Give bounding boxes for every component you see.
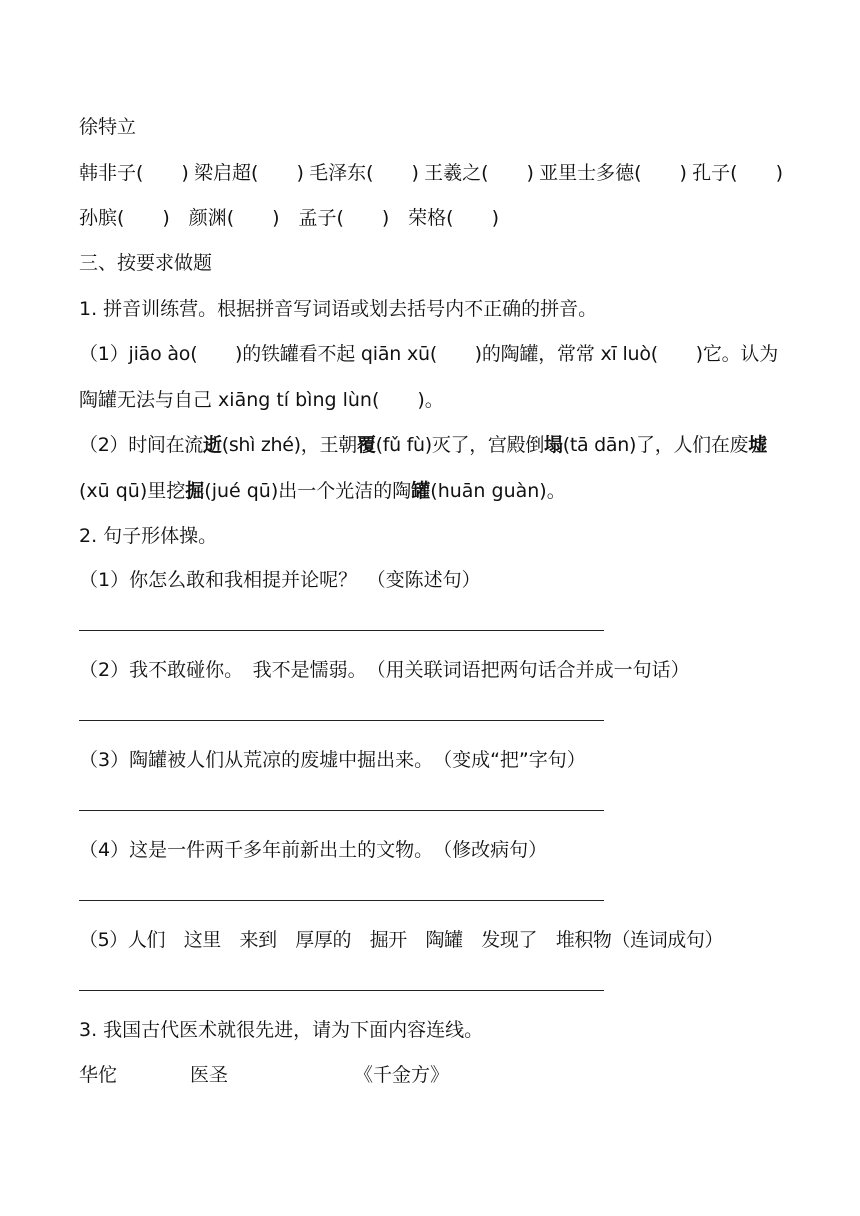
text-segment: (shì zhé)，王朝 <box>221 434 357 456</box>
answer-line[interactable] <box>79 720 604 721</box>
name-blank: 王羲之( ) <box>424 162 534 184</box>
text-segment: (tā dān)了，人们在废 <box>562 434 749 456</box>
bold-char: 掘 <box>185 480 205 502</box>
answer-line[interactable] <box>79 900 604 901</box>
names-row-1 <box>79 160 783 186</box>
question-1-title: 1. 拼音训练营。根据拼音写词语或划去括号内不正确的拼音。 <box>79 298 598 320</box>
name-blank: 孙膑( ) <box>79 207 170 229</box>
bold-char: 墟 <box>748 434 767 456</box>
bold-char: 塌 <box>544 434 563 456</box>
match-book[interactable]: 《千金方》 <box>354 1064 450 1086</box>
answer-line[interactable] <box>79 630 604 631</box>
answer-line[interactable] <box>79 810 604 811</box>
match-person[interactable]: 华佗 <box>79 1064 118 1086</box>
name-blank: 毛泽东( ) <box>309 162 419 184</box>
names-row-2 <box>79 205 499 231</box>
question-1-2-line-a <box>79 432 783 458</box>
question-2-3: （3）陶罐被人们从荒凉的废墟中掘出来。 （变成“把”字句） <box>79 749 586 771</box>
answer-line[interactable] <box>79 990 604 991</box>
name-blank: 荣格( ) <box>408 207 499 229</box>
bold-char: 覆 <box>356 434 376 456</box>
question-3-title: 3. 我国古代医术就很先进，请为下面内容连线。 <box>79 1019 484 1041</box>
bold-char: 罐 <box>411 480 431 502</box>
question-2-title: 2. 句子形体操。 <box>79 525 218 547</box>
name-blank: 孟子( ) <box>298 207 390 229</box>
text-segment: (xū qū)里挖 <box>79 480 186 502</box>
name-blank: 梁启超( ) <box>194 162 304 184</box>
text-segment: (fǔ fù)灭了，宫殿倒 <box>375 434 545 456</box>
question-2-4: （4）这是一件两千多年前新出土的文物。 （修改病句） <box>79 839 548 861</box>
name-blank: 孔子( ) <box>692 162 783 184</box>
question-1-2-line-b <box>79 478 783 504</box>
section-3-heading: 三、按要求做题 <box>79 252 213 274</box>
question-2-5: （5）人们 这里 来到 厚厚的 掘开 陶罐 发现了 堆积物（连词成句） <box>79 929 724 951</box>
question-1-1-line-a: （1）jiāo ào( )的铁罐看不起 qiān xū( )的陶罐，常常 xī luò( )它。认为 <box>79 343 779 365</box>
question-1-1-line-b: 陶罐无法与自己 xiāng tí bìng lùn( )。 <box>79 389 444 411</box>
text-segment: (jué qū)出一个光洁的陶 <box>204 480 412 502</box>
question-2-2: （2）我不敢碰你。 我不是懦弱。 （用关联词语把两句话合并成一句话） <box>79 659 690 681</box>
text-segment: (huān guàn)。 <box>430 480 566 502</box>
bold-char: 逝 <box>203 434 222 456</box>
name-blank: 亚里士多德( ) <box>539 162 687 184</box>
text-segment: （2）时间在流 <box>79 434 203 456</box>
question-2-1: （1）你怎么敢和我相提并论呢？ （变陈述句） <box>79 569 481 591</box>
name-blank: 韩非子( ) <box>79 162 189 184</box>
match-title[interactable]: 医圣 <box>190 1064 229 1086</box>
name-blank: 颜渊( ) <box>188 207 280 229</box>
text-xu-teli: 徐特立 <box>79 116 137 138</box>
